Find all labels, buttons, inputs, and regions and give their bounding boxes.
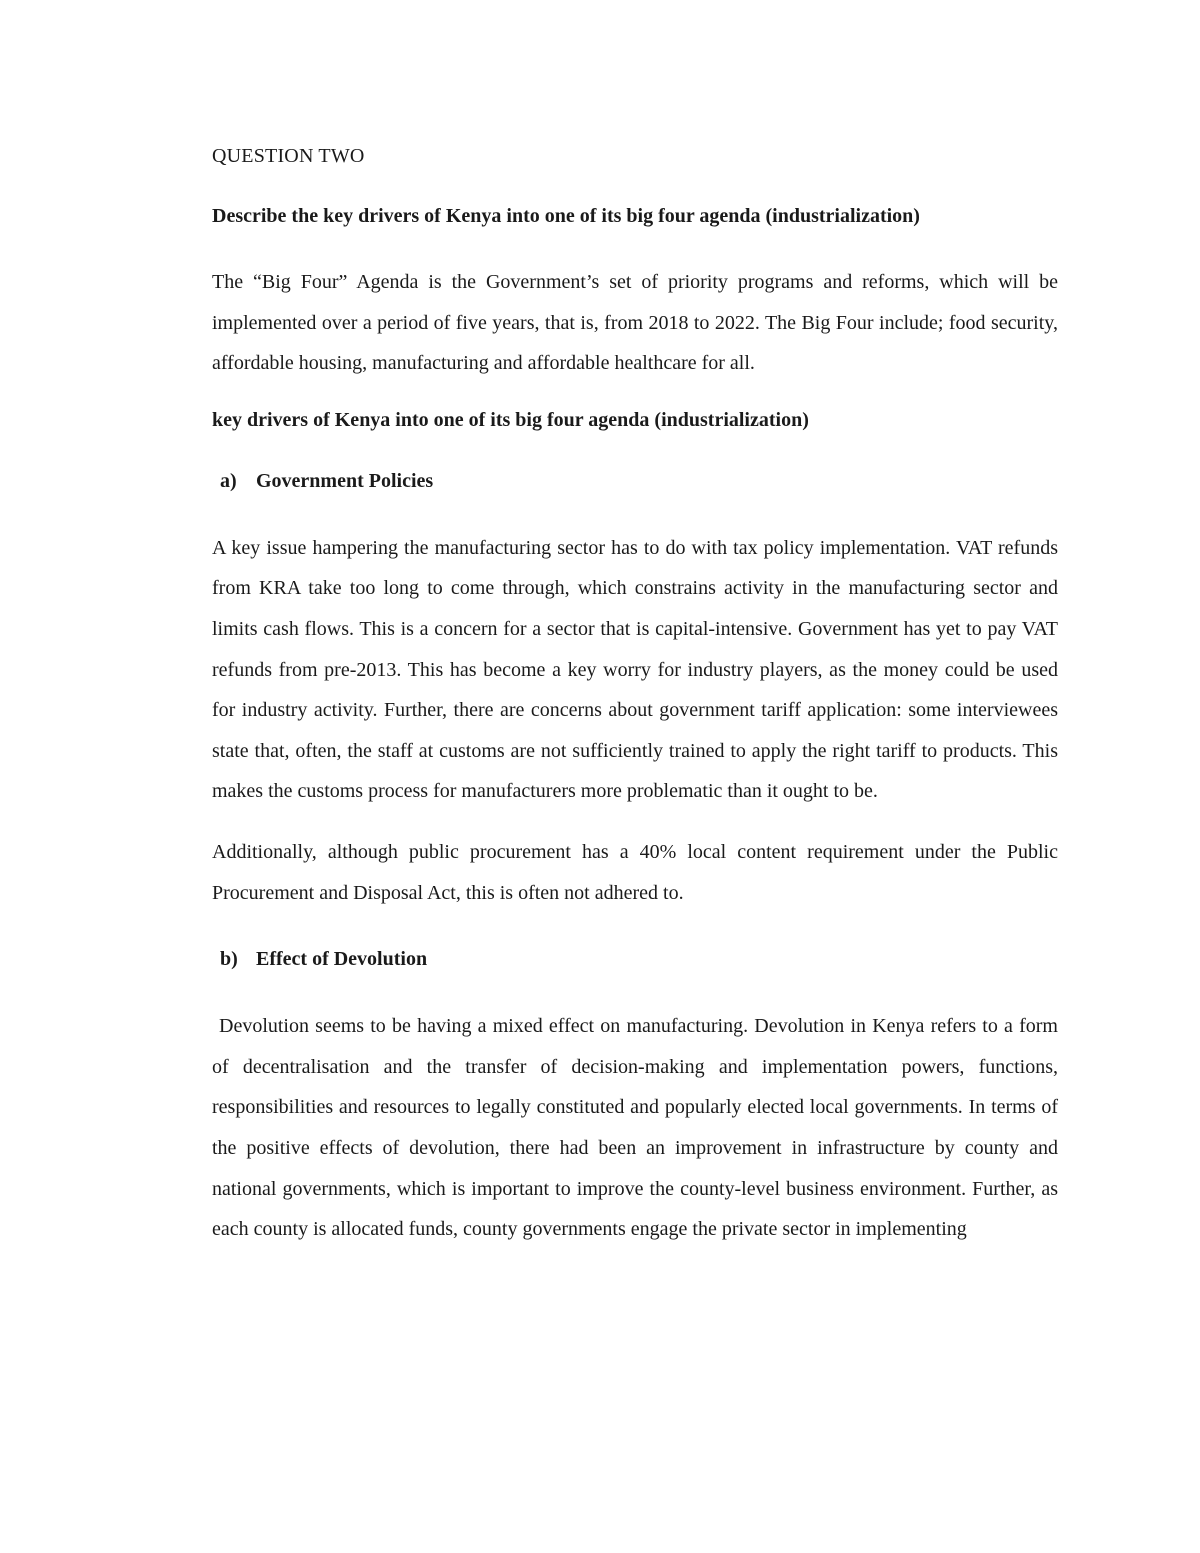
list-marker: a) (220, 469, 237, 492)
subsection-title: Effect of Devolution (256, 948, 428, 971)
document-title: QUESTION TWO (212, 145, 365, 167)
paragraph-procurement: Additionally, although public procurement has a 40% local content requirement under the Public Procurement and Disposal Act, this is often not adhered to. (212, 840, 1058, 904)
subsection-title: Government Policies (256, 469, 434, 492)
subsection-heading-government-policies (212, 467, 1058, 495)
section-heading: key drivers of Kenya into one of its big four agenda (industrialization) (212, 408, 809, 431)
paragraph-devolution: Devolution seems to be having a mixed effect on manufacturing. Devolution in Kenya refers to a form of decentralisation and the transfer of decision-making and implementation powers, functions, responsibilities and resources to legally constituted and popularly elected local governments. In terms of the positive effects of devolution, there had been an improvement in infrastructure by county and national governments, which is important to improve the county-level business environment. Further, as each county is allocated funds, county governments engage the private sector in implementing (212, 1015, 1058, 1241)
intro-paragraph: The “Big Four” Agenda is the Government’s set of priority programs and reforms, which will be implemented over a period of five years, that is, from 2018 to 2022. The Big Four include; food security, affordable housing, manufacturing and affordable healthcare for all. (212, 271, 1058, 375)
list-marker: b) (220, 948, 238, 971)
subsection-heading-devolution (212, 945, 1058, 973)
question-heading: Describe the key drivers of Kenya into one of its big four agenda (industrialization) (212, 205, 920, 227)
document-page (212, 142, 1058, 1270)
paragraph-tax-policy: A key issue hampering the manufacturing sector has to do with tax policy implementation. VAT refunds from KRA take too long to come through, which constrains activity in the manufacturing sector and limits cash flows. This is a concern for a sector that is capital-intensive. Government has yet to pay VAT refunds from pre-2013. This has become a key worry for industry players, as the money could be used for industry activity. Further, there are concerns about government tariff application: some interviewees state that, often, the staff at customs are not sufficiently trained to apply the right tariff to products. This makes the customs process for manufacturers more problematic than it ought to be. (212, 536, 1058, 803)
